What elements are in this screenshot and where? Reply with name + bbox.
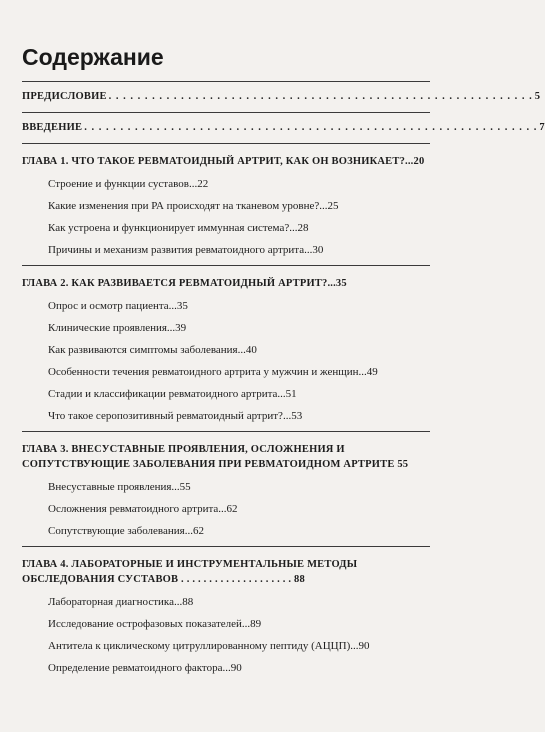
toc-entry-page: 5 xyxy=(534,91,541,102)
toc-item[interactable]: Сопутствующие заболевания...62 xyxy=(48,525,204,537)
toc-item[interactable]: Клинические проявления...39 xyxy=(48,322,187,334)
toc-chapter-4[interactable]: ГЛАВА 4. ЛАБОРАТОРНЫЕ И ИНСТРУМЕНТАЛЬНЫЕ МЕТОДЫ ОБСЛЕДОВАНИЯ СУСТАВОВ . . . . . . . . . . . . . . . . . . . . 88 xyxy=(22,559,358,585)
toc-item[interactable]: Какие изменения при РА происходят на тканевом уровне?...25 xyxy=(48,200,339,212)
toc-item[interactable]: Исследование острофазовых показателей...89 xyxy=(48,618,262,630)
toc-item[interactable]: Особенности течения ревматоидного артрита у мужчин и женщин...49 xyxy=(48,366,378,378)
toc-item[interactable]: Определение ревматоидного фактора...90 xyxy=(48,662,242,674)
toc-entry-label: ВВЕДЕНИЕ xyxy=(22,122,83,133)
toc-chapter-2[interactable]: ГЛАВА 2. КАК РАЗВИВАЕТСЯ РЕВМАТОИДНЫЙ АРТРИТ?...35 xyxy=(22,278,347,289)
toc-chapter-1[interactable]: ГЛАВА 1. ЧТО ТАКОЕ РЕВМАТОИДНЫЙ АРТРИТ, КАК ОН ВОЗНИКАЕТ?...20 xyxy=(22,156,425,167)
leader-dots: . . . . . . . . . . . . . . . . . . . . . . . . . . . . . . . . . . . . . . . . . . . . . . . . . . . . . . . . . . . . . . . xyxy=(84,122,538,133)
toc-entry-page: 7 xyxy=(539,122,545,133)
toc-item[interactable]: Стадии и классификации ревматоидного артрита...51 xyxy=(48,388,297,400)
page-title: Содержание xyxy=(22,44,164,70)
toc-chapter-3[interactable]: ГЛАВА 3. ВНЕСУСТАВНЫЕ ПРОЯВЛЕНИЯ, ОСЛОЖНЕНИЯ И СОПУТСТВУЮЩИЕ ЗАБОЛЕВАНИЯ ПРИ РЕВМАТОИДНОМ АРТРИТЕ 55 xyxy=(22,444,409,470)
toc-item[interactable]: Лабораторная диагностика...88 xyxy=(48,596,194,608)
toc-entry-preface[interactable] xyxy=(22,82,541,112)
toc-item[interactable]: Как развиваются симптомы заболевания...40 xyxy=(48,344,257,356)
toc-item[interactable]: Осложнения ревматоидного артрита...62 xyxy=(48,503,238,515)
leader-dots: . . . . . . . . . . . . . . . . . . . . . . . . . . . . . . . . . . . . . . . . . . . . . . . . . . . . . . . . . . . xyxy=(108,91,533,102)
toc-item[interactable]: Опрос и осмотр пациента...35 xyxy=(48,300,188,312)
toc-item[interactable]: Как устроена и функционирует иммунная система?...28 xyxy=(48,222,309,234)
toc-item[interactable]: Антитела к циклическому цитруллированному пептиду (АЦЦП)...90 xyxy=(48,640,370,652)
toc-entry-introduction[interactable] xyxy=(22,113,545,143)
toc-entry-label: ПРЕДИСЛОВИЕ xyxy=(22,91,107,102)
toc-item[interactable]: Что такое серопозитивный ревматоидный артрит?...53 xyxy=(48,410,303,422)
toc-item[interactable]: Причины и механизм развития ревматоидного артрита...30 xyxy=(48,244,324,256)
toc-page xyxy=(22,44,545,679)
toc-item[interactable]: Внесуставные проявления...55 xyxy=(48,481,191,493)
toc-item[interactable]: Строение и функции суставов...22 xyxy=(48,178,209,190)
